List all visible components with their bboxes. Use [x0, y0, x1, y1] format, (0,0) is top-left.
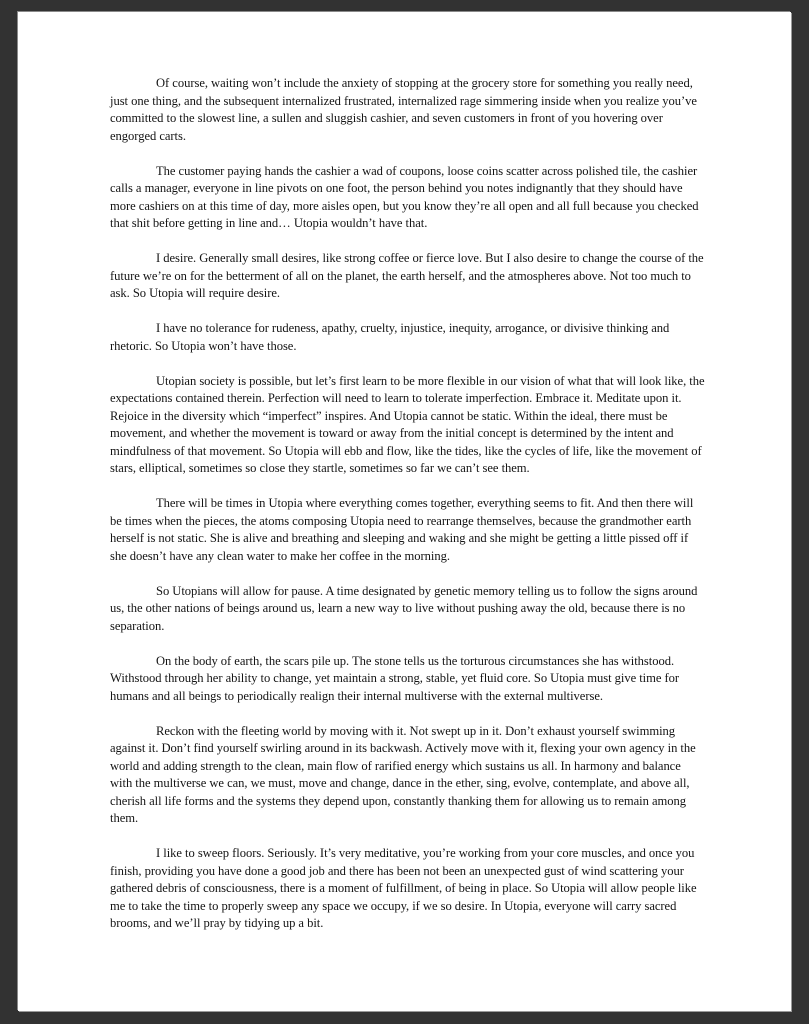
- paragraph: On the body of earth, the scars pile up. The stone tells us the torturous circumstances she has withstood. Withstood through her ability to change, yet maintain a strong, stable, yet fluid core. So Utopia must give time for humans and all beings to periodically realign their internal multiverse with the external multiverse.: [110, 653, 680, 703]
- paragraph: The customer paying hands the cashier a wad of coupons, loose coins scatter across polished tile, the cashier calls a manager, everyone in line pivots on one foot, the person behind you notes indignantly that they should have more cashiers on at this time of day, more aisles open, but you know they’re all open and all full because you checked that shit before getting in line and… Utopia wouldn’t have that.: [110, 163, 699, 230]
- paragraph: So Utopians will allow for pause. A time designated by genetic memory telling us to follow the signs around us, the other nations of beings around us, learn a new way to live without pushing away the old, because there is no separation.: [110, 583, 698, 633]
- paragraph: I like to sweep floors. Seriously. It’s very meditative, you’re working from your core muscles, and once you finish, providing you have done a good job and there has been not been an unexpected gust of wind scattering your gathered debris of consciousness, there is a moment of fulfillment, of being in place. So Utopia will allow people like me to take the time to properly sweep any space we occupy, if we so desire. In Utopia, everyone will carry sacred brooms, and we’ll pray by tidying up a bit.: [110, 846, 697, 930]
- paragraph: I have no tolerance for rudeness, apathy, cruelty, injustice, inequity, arrogance, or divisive thinking and rhetoric. So Utopia won’t have those.: [110, 321, 670, 353]
- page-content: [110, 75, 705, 950]
- document-page: [18, 12, 791, 1011]
- paragraph: I desire. Generally small desires, like strong coffee or fierce love. But I also desire to change the course of the future we’re on for the betterment of all on the planet, the earth herself, and the atmospheres above. Not too much to ask. So Utopia will require desire.: [110, 251, 704, 300]
- paragraph: There will be times in Utopia where everything comes together, everything seems to fit. And then there will be times when the pieces, the atoms composing Utopia need to rearrange themselves, because the grandmother earth herself is not static. She is alive and breathing and sleeping and waking and she might be getting a little pissed off if she doesn’t have any clean water to make her coffee in the morning.: [110, 496, 694, 563]
- paragraph: Utopian society is possible, but let’s first learn to be more flexible in our vision of what that will look like, the expectations contained therein. Perfection will need to learn to tolerate imperfection. Embrace it. Meditate upon it. Rejoice in the diversity which “imperfect” inspires. And Utopia cannot be static. Within the ideal, there must be movement, and whether the movement is toward or away from the initial concept is determined by the intent and mindfulness of that movement. So Utopia will ebb and flow, like the tides, like the cycles of life, like the movement of stars, elliptical, sometimes so close they startle, sometimes so far we can’t see them.: [110, 373, 705, 475]
- paragraph: Of course, waiting won’t include the anxiety of stopping at the grocery store for something you really need, just one thing, and the subsequent internalized frustrated, internalized rage simmering inside when you realize you’ve committed to the slowest line, a sullen and sluggish cashier, and seven customers in front of you hovering over engorged carts.: [110, 76, 697, 143]
- paragraph: Reckon with the fleeting world by moving with it. Not swept up in it. Don’t exhaust yourself swimming against it. Don’t find yourself swirling around in its backwash. Actively move with it, flexing your own agency in the world and adding strength to the clean, main flow of rarified energy which sustains us all. In harmony and balance with the multiverse we can, we must, move and change, dance in the ether, sing, evolve, contemplate, and above all, cherish all life forms and the systems they depend upon, constantly thanking them for allowing us to remain among them.: [110, 723, 696, 825]
